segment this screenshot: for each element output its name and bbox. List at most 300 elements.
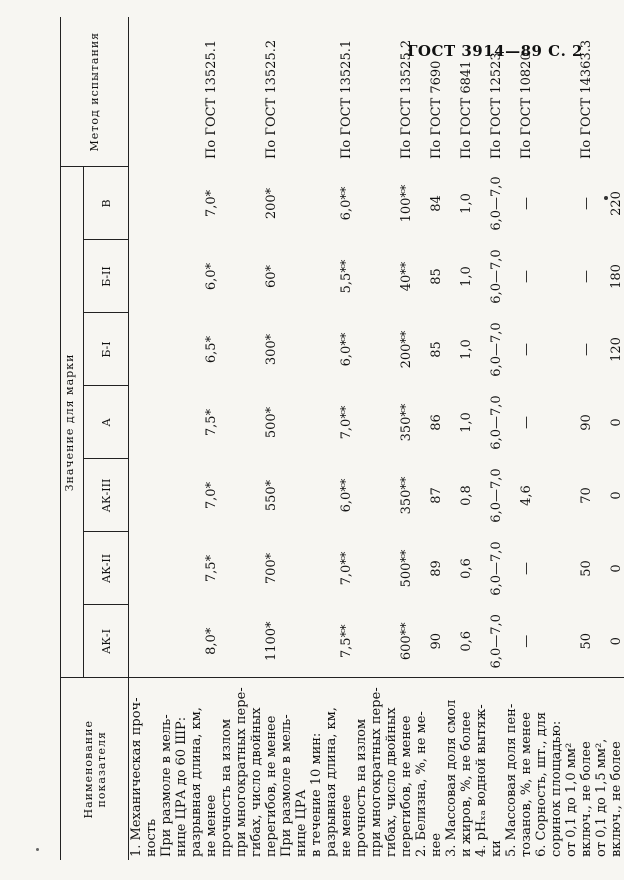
grade-value	[129, 459, 145, 532]
test-method	[159, 17, 174, 167]
test-method	[549, 17, 564, 167]
grade-value	[504, 167, 519, 240]
grade-value: 100**	[399, 184, 414, 223]
grade-value	[129, 240, 145, 313]
property-name: 4. pHₓₐ водной вытяж-	[474, 678, 489, 860]
grade-value	[594, 313, 609, 386]
grade-value	[294, 459, 309, 532]
grade-value	[279, 459, 294, 532]
grade-value	[144, 313, 159, 386]
grade-value	[549, 167, 564, 240]
test-method	[444, 17, 459, 167]
grade-value: 7,0*	[204, 189, 219, 218]
property-name: от 0,1 до 1,0 мм²	[564, 678, 579, 860]
grade-value	[564, 459, 579, 532]
grade-value	[129, 167, 145, 240]
grade-value	[549, 386, 564, 459]
grade-value: 1,0	[459, 339, 474, 360]
grade-value: 6,0—7,0	[489, 614, 504, 669]
grade-value	[594, 532, 609, 605]
grade-value	[354, 167, 369, 240]
grade-value: 84	[429, 195, 444, 212]
page-header: ГОСТ 3914—89 С. 2	[407, 42, 583, 60]
grade-value	[129, 313, 145, 386]
grade-value	[444, 240, 459, 313]
grade-value	[414, 240, 429, 313]
grade-value: 500*	[264, 406, 279, 439]
test-method	[564, 17, 579, 167]
grade-value: 8,0*	[204, 627, 219, 655]
grade-value: —	[579, 343, 594, 356]
grade-value	[504, 605, 519, 678]
table-row	[564, 17, 579, 860]
property-name: нице ЦРА до 60 ШР:	[174, 678, 189, 860]
grade-value	[369, 386, 384, 459]
test-method	[174, 17, 189, 167]
grade-value: 0	[609, 637, 624, 646]
grade-value	[384, 167, 399, 240]
grade-value	[294, 532, 309, 605]
property-name: разрывная длина, км,	[189, 678, 204, 860]
grade-value	[294, 313, 309, 386]
grade-value	[594, 459, 609, 532]
test-method	[384, 17, 399, 167]
property-name: не менее	[204, 678, 219, 860]
grade-value: 0,8	[459, 485, 474, 506]
grade-value: 7,0**	[339, 405, 354, 440]
grade-value	[369, 240, 384, 313]
grade-value	[144, 167, 159, 240]
grade-value	[309, 532, 324, 605]
grade-value	[384, 240, 399, 313]
grade-value	[549, 313, 564, 386]
grade-value	[174, 532, 189, 605]
grade-value: 85	[429, 341, 444, 358]
test-method	[504, 17, 519, 167]
table-row	[549, 17, 564, 860]
property-name: 5. Массовая доля пен-	[504, 678, 519, 860]
grade-value	[189, 240, 204, 313]
grade-value	[354, 240, 369, 313]
table-row	[354, 17, 369, 860]
grade-value	[174, 313, 189, 386]
grade-value	[234, 605, 249, 678]
grade-value	[159, 605, 174, 678]
grade-value	[129, 532, 145, 605]
grade-value	[474, 532, 489, 605]
grade-value: 7,0*	[204, 481, 219, 510]
grade-value: 6,0—7,0	[489, 541, 504, 596]
grade-value	[159, 240, 174, 313]
properties-table	[60, 17, 624, 860]
table-row	[459, 17, 474, 860]
grade-value: 1,0	[459, 193, 474, 214]
table-row	[234, 17, 249, 860]
property-name: При размоле в мель-	[279, 678, 294, 860]
grade-value	[144, 532, 159, 605]
grade-value: 180	[609, 264, 624, 289]
grade-value	[534, 386, 549, 459]
grade-value	[549, 532, 564, 605]
property-name: нее	[429, 678, 444, 860]
grade-value	[384, 313, 399, 386]
grade-value: 6,5*	[204, 335, 219, 364]
table-row	[249, 17, 264, 860]
grade-value	[594, 167, 609, 240]
grade-value: 50	[579, 632, 594, 650]
grade-value	[534, 459, 549, 532]
grade-value: —	[519, 270, 534, 283]
grade-value	[309, 386, 324, 459]
grade-value	[324, 313, 339, 386]
grade-value	[219, 167, 234, 240]
grade-value: 6,0—7,0	[489, 249, 504, 304]
grade-value	[414, 167, 429, 240]
grade-value	[549, 605, 564, 678]
grade-value: 0,6	[459, 630, 474, 652]
grade-value	[249, 386, 264, 459]
grade-value: 300*	[264, 333, 279, 366]
grade-value: —	[519, 343, 534, 356]
test-method	[324, 17, 339, 167]
scan-speck	[36, 848, 39, 851]
grade-value	[309, 240, 324, 313]
property-name: соринок площадью:	[549, 678, 564, 860]
test-method: По ГОСТ 13525.1	[204, 39, 219, 159]
grade-value	[324, 240, 339, 313]
table-row	[294, 17, 309, 860]
grade-value	[219, 459, 234, 532]
grade-value	[189, 532, 204, 605]
grade-value	[189, 313, 204, 386]
grade-value	[564, 313, 579, 386]
grade-value	[174, 605, 189, 678]
grade-value	[249, 240, 264, 313]
grade-value: 4,6	[519, 485, 534, 506]
grade-value: 7,5*	[204, 554, 219, 583]
property-name: ность	[144, 678, 159, 860]
test-method	[354, 17, 369, 167]
property-name: прочность на излом	[219, 678, 234, 860]
grade-value: 1,0	[459, 412, 474, 433]
grade-value	[189, 167, 204, 240]
grade-value	[309, 313, 324, 386]
table-row	[129, 17, 145, 860]
test-method	[594, 17, 609, 167]
grade-value	[444, 532, 459, 605]
grade-value	[174, 240, 189, 313]
test-method	[219, 17, 234, 167]
grade-value: —	[519, 562, 534, 575]
grade-header: АК-I	[84, 605, 129, 678]
grade-value	[324, 605, 339, 678]
grade-value: 6,0**	[339, 186, 354, 221]
property-name: от 0,1 до 1,5 мм²,	[594, 678, 609, 860]
grade-value	[594, 605, 609, 678]
grade-value: 500**	[399, 549, 414, 588]
test-method	[414, 17, 429, 167]
grade-value	[414, 532, 429, 605]
grade-value	[234, 313, 249, 386]
grade-value	[294, 240, 309, 313]
property-name: перегибов, не менее	[399, 678, 414, 860]
grade-value: 200*	[264, 187, 279, 220]
property-name: 6. Сорность, шт., для	[534, 678, 549, 860]
grade-value	[129, 386, 145, 459]
table-row	[264, 17, 279, 860]
test-method	[534, 17, 549, 167]
column-header-name: Наименование показателя	[61, 678, 129, 860]
test-method: По ГОСТ 12523	[489, 52, 504, 159]
grade-value: 1,0	[459, 266, 474, 287]
table-row	[579, 17, 594, 860]
grade-value: 350**	[399, 476, 414, 515]
grade-value	[414, 313, 429, 386]
table-row	[174, 17, 189, 860]
grade-value	[174, 459, 189, 532]
grade-value	[324, 532, 339, 605]
table-row	[519, 17, 534, 860]
test-method	[294, 17, 309, 167]
test-method: По ГОСТ 7690	[429, 60, 444, 159]
property-name: при многократных пере-	[234, 678, 249, 860]
grade-value: 89	[429, 560, 444, 577]
grade-value: 60*	[264, 264, 279, 289]
grade-value	[564, 605, 579, 678]
property-name: 2. Белизна, %, не ме-	[414, 678, 429, 860]
test-method: По ГОСТ 13525.2	[264, 39, 279, 159]
grade-value	[354, 386, 369, 459]
grade-value: 40**	[399, 261, 414, 292]
grade-value	[504, 386, 519, 459]
grade-value: 0	[609, 418, 624, 427]
grade-value	[414, 459, 429, 532]
grade-value	[144, 386, 159, 459]
grade-value: 6,0**	[339, 478, 354, 513]
grade-value: 120	[609, 337, 624, 362]
test-method	[144, 17, 159, 167]
table-row	[489, 17, 504, 860]
grade-value	[279, 532, 294, 605]
grade-value	[369, 313, 384, 386]
table-row	[369, 17, 384, 860]
property-name: тозанов, %, не менее	[519, 678, 534, 860]
grade-value	[474, 605, 489, 678]
grade-value	[354, 313, 369, 386]
table-row	[534, 17, 549, 860]
grade-value	[504, 459, 519, 532]
grade-value	[444, 167, 459, 240]
grade-value	[144, 240, 159, 313]
grade-value	[384, 459, 399, 532]
table-row	[504, 17, 519, 860]
grade-value	[474, 313, 489, 386]
grade-value	[279, 605, 294, 678]
grade-value	[594, 240, 609, 313]
grade-value	[369, 605, 384, 678]
grade-value	[249, 167, 264, 240]
property-name: не менее	[339, 678, 354, 860]
grade-value	[384, 605, 399, 678]
grade-value	[294, 386, 309, 459]
grade-value	[369, 167, 384, 240]
grade-value	[474, 386, 489, 459]
grade-value	[444, 386, 459, 459]
table-row	[219, 17, 234, 860]
grade-header: Б-II	[84, 240, 129, 313]
test-method: По ГОСТ 14363.3	[579, 39, 594, 159]
property-name: 3. Массовая доля смол	[444, 678, 459, 860]
table-row	[309, 17, 324, 860]
table-row	[594, 17, 609, 860]
grade-value	[234, 532, 249, 605]
grade-value	[159, 167, 174, 240]
grade-value	[504, 313, 519, 386]
grade-value	[504, 532, 519, 605]
table-row	[399, 17, 414, 860]
grade-value	[414, 605, 429, 678]
test-method	[474, 17, 489, 167]
grade-value: 7,5**	[339, 624, 354, 659]
grade-value	[534, 167, 549, 240]
grade-value	[159, 532, 174, 605]
grade-value	[219, 532, 234, 605]
table-row	[384, 17, 399, 860]
grade-value	[369, 459, 384, 532]
test-method: По ГОСТ 13525.2	[399, 39, 414, 159]
grade-value	[474, 459, 489, 532]
grade-value	[594, 386, 609, 459]
test-method	[129, 17, 145, 167]
grade-value: 86	[429, 414, 444, 431]
grade-value: —	[519, 416, 534, 429]
grade-header: АК-III	[84, 459, 129, 532]
grade-value: 0	[609, 564, 624, 573]
grade-value	[324, 459, 339, 532]
grade-value	[249, 532, 264, 605]
grade-value: 550*	[264, 479, 279, 512]
grade-value	[294, 605, 309, 678]
grade-value: 6,0—7,0	[489, 395, 504, 450]
grade-value: 7,5*	[204, 408, 219, 437]
property-name: прочность на излом	[354, 678, 369, 860]
table-row	[324, 17, 339, 860]
test-method	[369, 17, 384, 167]
grade-value	[534, 240, 549, 313]
property-name: при многократных пере-	[369, 678, 384, 860]
table-row	[144, 17, 159, 860]
grade-value: 50	[579, 560, 594, 577]
grade-value	[174, 386, 189, 459]
grade-value: 87	[429, 487, 444, 504]
grade-value	[219, 605, 234, 678]
table-row	[444, 17, 459, 860]
test-method: По ГОСТ 10820	[519, 52, 534, 159]
grade-value: 0,6	[459, 558, 474, 579]
grade-value: 350**	[399, 403, 414, 442]
property-name: включ., не более	[579, 678, 594, 860]
grade-value	[354, 532, 369, 605]
grade-value: 200**	[399, 330, 414, 369]
grade-value	[129, 605, 145, 678]
table-row	[279, 17, 294, 860]
grade-header: АК-II	[84, 532, 129, 605]
table-row	[414, 17, 429, 860]
grade-value	[414, 386, 429, 459]
test-method	[234, 17, 249, 167]
grade-value	[189, 605, 204, 678]
test-method	[279, 17, 294, 167]
grade-value	[279, 313, 294, 386]
grade-value	[309, 605, 324, 678]
test-method	[249, 17, 264, 167]
table-row	[189, 17, 204, 860]
grade-value	[474, 167, 489, 240]
grade-value: —	[579, 196, 594, 210]
table-row	[429, 17, 444, 860]
grade-value	[249, 313, 264, 386]
test-method: По ГОСТ 13525.1	[339, 39, 354, 159]
grade-value: 85	[429, 268, 444, 285]
grade-value	[234, 167, 249, 240]
property-name: ки	[489, 678, 504, 860]
grade-value: 70	[579, 487, 594, 504]
grade-value	[504, 240, 519, 313]
grade-value	[534, 313, 549, 386]
property-name: гибах, число двойных	[384, 678, 399, 860]
property-name: 1. Механическая проч-	[129, 678, 145, 860]
grade-value	[189, 386, 204, 459]
grade-value: 1100*	[264, 621, 279, 662]
property-name: нице ЦРА	[294, 678, 309, 860]
grade-value	[294, 167, 309, 240]
grade-value	[549, 240, 564, 313]
grade-value	[279, 386, 294, 459]
grade-value	[384, 386, 399, 459]
grade-value	[369, 532, 384, 605]
grade-value	[234, 386, 249, 459]
table-row	[159, 17, 174, 860]
grade-value	[549, 459, 564, 532]
property-name: гибах, число двойных	[249, 678, 264, 860]
grade-value: —	[519, 196, 534, 210]
grade-value	[249, 605, 264, 678]
test-method	[309, 17, 324, 167]
property-name: перегибов, не менее	[264, 678, 279, 860]
property-name: При размоле в мель-	[159, 678, 174, 860]
grade-value	[189, 459, 204, 532]
grade-value	[234, 240, 249, 313]
grade-value	[534, 532, 549, 605]
grade-value: —	[519, 634, 534, 648]
grade-value	[234, 459, 249, 532]
grade-header: В	[84, 167, 129, 240]
grade-value	[144, 459, 159, 532]
grade-value	[354, 605, 369, 678]
table-row	[339, 17, 354, 860]
grade-value	[219, 313, 234, 386]
grade-value	[219, 240, 234, 313]
property-name: в течение 10 мин:	[309, 678, 324, 860]
grade-value: 700*	[264, 552, 279, 585]
grade-value	[564, 167, 579, 240]
column-header-values: Значение для марки	[61, 167, 84, 678]
grade-value	[159, 313, 174, 386]
grade-value	[474, 240, 489, 313]
grade-value	[444, 605, 459, 678]
test-method	[609, 17, 624, 167]
grade-value: 7,0**	[339, 551, 354, 586]
